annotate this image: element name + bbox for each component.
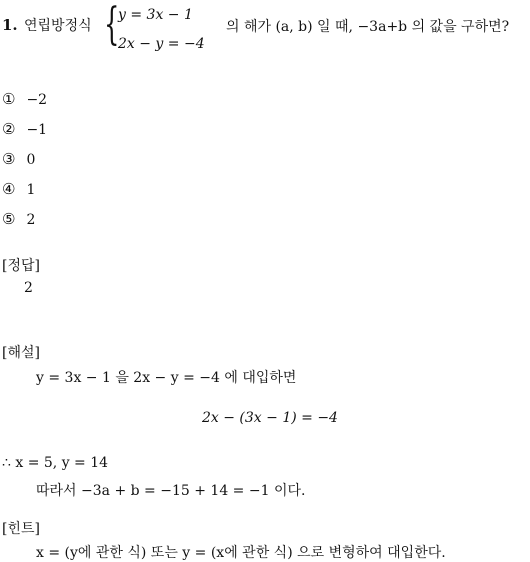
option-5-value: 2 <box>26 212 36 228</box>
option-5[interactable] <box>2 210 35 228</box>
answer-heading: [정답] <box>2 258 40 274</box>
question-number: 1. <box>2 16 18 34</box>
solution-heading: [해설] <box>2 345 40 361</box>
option-2[interactable] <box>2 120 47 138</box>
option-3-mark: ③ <box>2 150 16 168</box>
option-3-value: 0 <box>26 152 36 168</box>
option-4-value: 1 <box>26 182 36 198</box>
answer-value: 2 <box>24 280 33 296</box>
option-1-mark: ① <box>2 90 16 108</box>
solution-line-1: y = 3x − 1 을 2x − y = −4 에 대입하면 <box>36 370 297 386</box>
equation-2: 2x − y = −4 <box>118 36 205 52</box>
system-brace: { <box>104 0 120 50</box>
option-2-mark: ② <box>2 120 16 138</box>
hint-line: x = (y에 관한 식) 또는 y = (x에 관한 식) 으로 변형하여 대입한다. <box>36 545 446 561</box>
option-4-mark: ④ <box>2 180 16 198</box>
option-2-value: −1 <box>26 122 48 138</box>
option-1[interactable] <box>2 90 47 108</box>
solution-equation: 2x − (3x − 1) = −4 <box>202 410 338 426</box>
question-lead: 연립방정식 <box>24 18 92 34</box>
option-3[interactable] <box>2 150 35 168</box>
equation-1: y = 3x − 1 <box>118 7 193 23</box>
solution-line-2: ∴ x = 5, y = 14 <box>2 455 109 471</box>
option-5-mark: ⑤ <box>2 210 16 228</box>
option-4[interactable] <box>2 180 35 198</box>
hint-heading: [힌트] <box>2 521 40 537</box>
solution-line-3: 따라서 −3a + b = −15 + 14 = −1 이다. <box>36 483 306 499</box>
option-1-value: −2 <box>26 92 48 108</box>
question-tail: 의 해가 (a, b) 일 때, −3a+b 의 값을 구하면? <box>226 19 510 35</box>
